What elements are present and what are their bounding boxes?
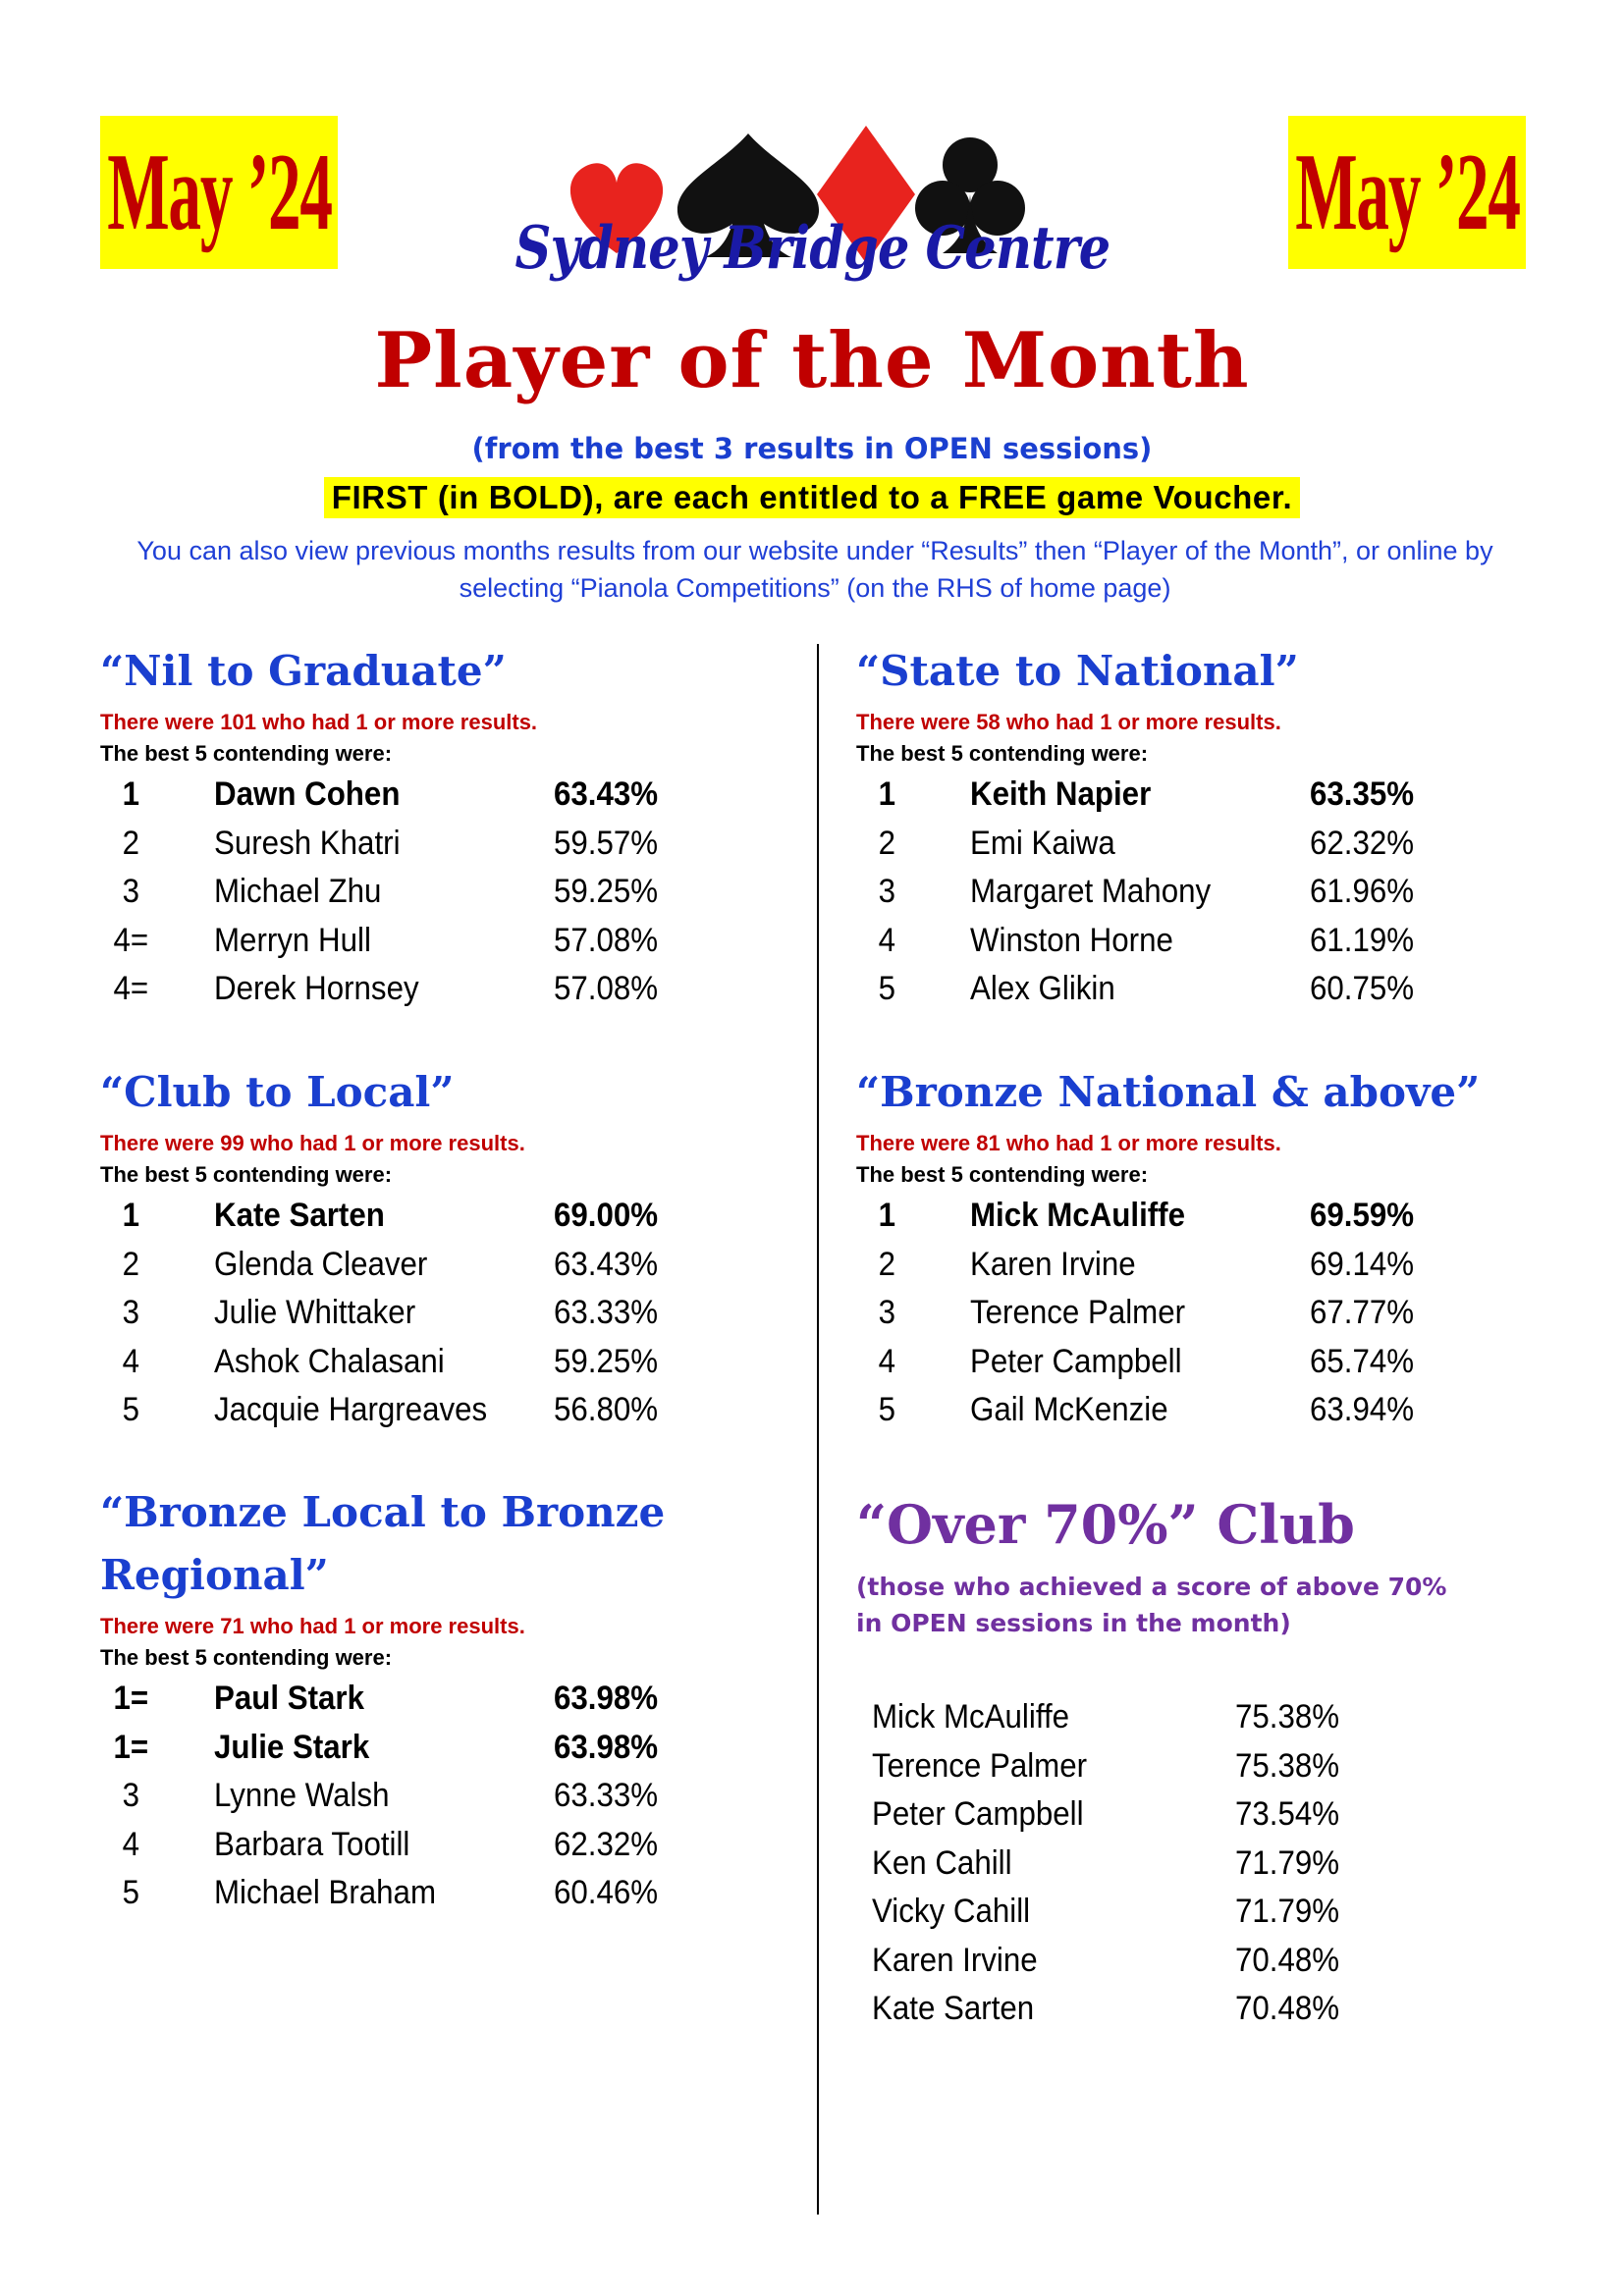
player-percentage: 63.33%	[554, 1294, 659, 1331]
ranking-row	[100, 916, 807, 965]
player-percentage: 63.94%	[1310, 1391, 1415, 1428]
category-subtext: The best 5 contending were:	[100, 741, 393, 766]
rank-position: 2	[878, 824, 895, 862]
player-name: Vicky Cahill	[872, 1893, 1031, 1930]
player-percentage: 59.25%	[554, 873, 659, 910]
ranking-list	[856, 1191, 1563, 1434]
ranking-row	[100, 770, 807, 819]
ranking-row	[100, 1240, 807, 1289]
rank-position: 1	[878, 1197, 895, 1234]
player-name: Emi Kaiwa	[970, 824, 1115, 862]
rank-position: 2	[878, 1245, 895, 1283]
player-percentage: 71.79%	[1235, 1843, 1340, 1882]
rank-position: 3	[122, 873, 139, 910]
category-title: “State to National”	[856, 647, 1299, 695]
player-percentage: 63.98%	[554, 1680, 659, 1717]
rank-position: 3	[878, 1294, 895, 1331]
ranking-row	[100, 1868, 729, 1917]
ranking-row	[100, 1385, 807, 1434]
rank-position: 4	[878, 1342, 895, 1380]
over-70-row	[856, 1839, 1563, 1888]
ranking-row	[856, 770, 1563, 819]
rank-position: 5	[878, 1391, 895, 1428]
rank-position: 3	[122, 1294, 139, 1331]
player-percentage: 60.46%	[554, 1874, 659, 1911]
info-text: You can also view previous months results from our website under “Results” then “Player of the Month”, or online by selecting “Pianola Competitions” (on the RHS of home page)	[136, 536, 1493, 603]
rank-position: 5	[122, 1391, 139, 1428]
player-name: Michael Braham	[214, 1874, 437, 1911]
ranking-row	[100, 1337, 807, 1386]
rank-position: 1=	[113, 1728, 149, 1766]
player-name: Terence Palmer	[970, 1294, 1186, 1331]
player-name: Lynne Walsh	[214, 1777, 390, 1814]
player-percentage: 69.00%	[554, 1197, 659, 1234]
player-percentage: 70.48%	[1235, 1990, 1340, 2027]
player-name: Karen Irvine	[872, 1941, 1038, 1979]
player-percentage: 75.38%	[1235, 1746, 1340, 1785]
category-club-to-local	[100, 1061, 807, 1434]
player-name: Derek Hornsey	[214, 970, 419, 1007]
player-percentage: 63.43%	[554, 1245, 659, 1283]
column-divider	[817, 644, 819, 2215]
player-name: Alex Glikin	[970, 970, 1115, 1007]
over-70-title: “Over 70%” Club	[856, 1493, 1355, 1556]
player-name: Terence Palmer	[872, 1746, 1088, 1785]
ranking-list	[100, 1191, 807, 1434]
category-state-to-national	[856, 640, 1563, 1013]
player-percentage: 57.08%	[554, 970, 659, 1007]
subtitle: (from the best 3 results in OPEN sessions)	[471, 432, 1153, 465]
rank-position: 5	[878, 970, 895, 1007]
player-name: Julie Whittaker	[214, 1294, 416, 1331]
category-bronze-national-and-above	[856, 1061, 1563, 1434]
ranking-row	[100, 819, 807, 868]
player-name: Paul Stark	[214, 1680, 365, 1717]
player-percentage: 56.80%	[554, 1391, 659, 1428]
over-70-row	[856, 1741, 1563, 1790]
player-name: Dawn Cohen	[214, 775, 401, 813]
ranking-row	[856, 916, 1563, 965]
rank-position: 1	[122, 1197, 139, 1234]
rank-position: 5	[122, 1874, 139, 1911]
player-percentage: 69.14%	[1310, 1245, 1415, 1283]
category-title: “Club to Local”	[100, 1068, 455, 1116]
rank-position: 1=	[113, 1680, 149, 1717]
category-nil-to-graduate	[100, 640, 807, 1013]
player-name: Julie Stark	[214, 1728, 370, 1766]
rank-position: 4	[878, 921, 895, 959]
rank-position: 2	[122, 824, 139, 862]
ranking-list	[100, 770, 807, 1013]
category-subtext: The best 5 contending were:	[100, 1645, 393, 1670]
player-name: Suresh Khatri	[214, 824, 401, 862]
player-name: Winston Horne	[970, 921, 1173, 959]
player-percentage: 62.32%	[1310, 824, 1415, 862]
player-percentage: 59.25%	[554, 1342, 659, 1380]
player-percentage: 63.98%	[554, 1728, 659, 1766]
month-label: May ’24	[106, 131, 332, 253]
player-percentage: 65.74%	[1310, 1342, 1415, 1380]
player-name: Barbara Tootill	[214, 1825, 410, 1863]
rank-position: 4	[122, 1825, 139, 1863]
category-title: “Bronze Local to Bronze Regional”	[100, 1488, 666, 1599]
player-percentage: 73.54%	[1235, 1795, 1340, 1833]
rank-position: 2	[122, 1245, 139, 1283]
category-count: There were 58 who had 1 or more results.	[856, 710, 1281, 734]
player-percentage: 69.59%	[1310, 1197, 1415, 1234]
category-bronze-local-to-bronze-regional	[100, 1481, 729, 1917]
player-name: Glenda Cleaver	[214, 1245, 428, 1283]
player-percentage: 75.38%	[1235, 1698, 1340, 1735]
category-subtext: The best 5 contending were:	[100, 1162, 393, 1187]
ranking-row	[856, 1240, 1563, 1289]
page-title: Player of the Month	[374, 316, 1250, 405]
player-percentage: 63.35%	[1310, 775, 1415, 813]
ranking-row	[856, 867, 1563, 916]
player-percentage: 61.96%	[1310, 873, 1415, 910]
player-name: Keith Napier	[970, 775, 1152, 813]
ranking-row	[100, 1191, 807, 1240]
over-70-row	[856, 1692, 1563, 1741]
player-percentage: 63.33%	[554, 1777, 659, 1814]
over-70-row	[856, 1789, 1563, 1839]
player-name: Mick McAuliffe	[970, 1197, 1186, 1234]
ranking-row	[100, 1820, 729, 1869]
rank-position: 4=	[113, 921, 149, 959]
category-subtext: The best 5 contending were:	[856, 1162, 1149, 1187]
over-70-club	[856, 1490, 1563, 2033]
player-percentage: 57.08%	[554, 921, 659, 959]
ranking-row	[856, 1337, 1563, 1386]
player-percentage: 70.48%	[1235, 1941, 1340, 1979]
ranking-row	[856, 1191, 1563, 1240]
ranking-row	[100, 1674, 729, 1723]
player-name: Peter Campbell	[872, 1795, 1084, 1833]
org-name-text: Sydney Bridge Centre	[514, 214, 1110, 283]
ranking-row	[856, 1385, 1563, 1434]
voucher-banner	[0, 477, 1624, 518]
ranking-list	[856, 770, 1563, 1013]
player-percentage: 61.19%	[1310, 921, 1415, 959]
rank-position: 3	[878, 873, 895, 910]
rank-position: 1	[122, 775, 139, 813]
category-count: There were 101 who had 1 or more results.	[100, 710, 538, 734]
player-percentage: 60.75%	[1310, 970, 1415, 1007]
over-70-row	[856, 1984, 1563, 2033]
player-name: Margaret Mahony	[970, 873, 1212, 910]
player-name: Ashok Chalasani	[214, 1342, 445, 1380]
over-70-list	[856, 1692, 1563, 2033]
rank-position: 4	[122, 1342, 139, 1380]
player-name: Gail McKenzie	[970, 1391, 1168, 1428]
player-percentage: 59.57%	[554, 824, 659, 862]
category-subtext: The best 5 contending were:	[856, 741, 1149, 766]
rank-position: 3	[122, 1777, 139, 1814]
player-name: Ken Cahill	[872, 1843, 1012, 1882]
category-count: There were 81 who had 1 or more results.	[856, 1131, 1281, 1155]
player-percentage: 67.77%	[1310, 1294, 1415, 1331]
ranking-row	[100, 1288, 807, 1337]
player-name: Kate Sarten	[872, 1990, 1035, 2027]
player-name: Jacquie Hargreaves	[214, 1391, 488, 1428]
ranking-list	[100, 1674, 729, 1917]
category-title: “Nil to Graduate”	[100, 647, 507, 695]
player-name: Merryn Hull	[214, 921, 371, 959]
player-percentage: 63.43%	[554, 775, 659, 813]
month-label: May ’24	[1294, 131, 1520, 253]
category-count: There were 99 who had 1 or more results.	[100, 1131, 525, 1155]
ranking-row	[100, 1771, 729, 1820]
over-70-row	[856, 1887, 1563, 1936]
ranking-row	[100, 867, 807, 916]
voucher-note: FIRST (in BOLD), are each entitled to a FREE game Voucher.	[324, 477, 1301, 518]
player-name: Mick McAuliffe	[872, 1698, 1070, 1735]
player-percentage: 62.32%	[554, 1825, 659, 1863]
over-70-row	[856, 1936, 1563, 1985]
rank-position: 4=	[113, 970, 149, 1007]
rank-position: 1	[878, 775, 895, 813]
player-name: Peter Campbell	[970, 1342, 1182, 1380]
ranking-row	[100, 964, 807, 1013]
ranking-row	[856, 1288, 1563, 1337]
player-name: Kate Sarten	[214, 1197, 385, 1234]
category-title: “Bronze National & above”	[856, 1068, 1481, 1116]
org-name	[0, 214, 1624, 283]
category-count: There were 71 who had 1 or more results.	[100, 1614, 525, 1638]
player-name: Karen Irvine	[970, 1245, 1136, 1283]
ranking-row	[100, 1723, 729, 1772]
player-name: Michael Zhu	[214, 873, 382, 910]
over-70-subtitle: (those who achieved a score of above 70% in OPEN sessions in the month)	[856, 1573, 1447, 1637]
ranking-row	[856, 964, 1563, 1013]
ranking-row	[856, 819, 1563, 868]
player-percentage: 71.79%	[1235, 1893, 1340, 1930]
